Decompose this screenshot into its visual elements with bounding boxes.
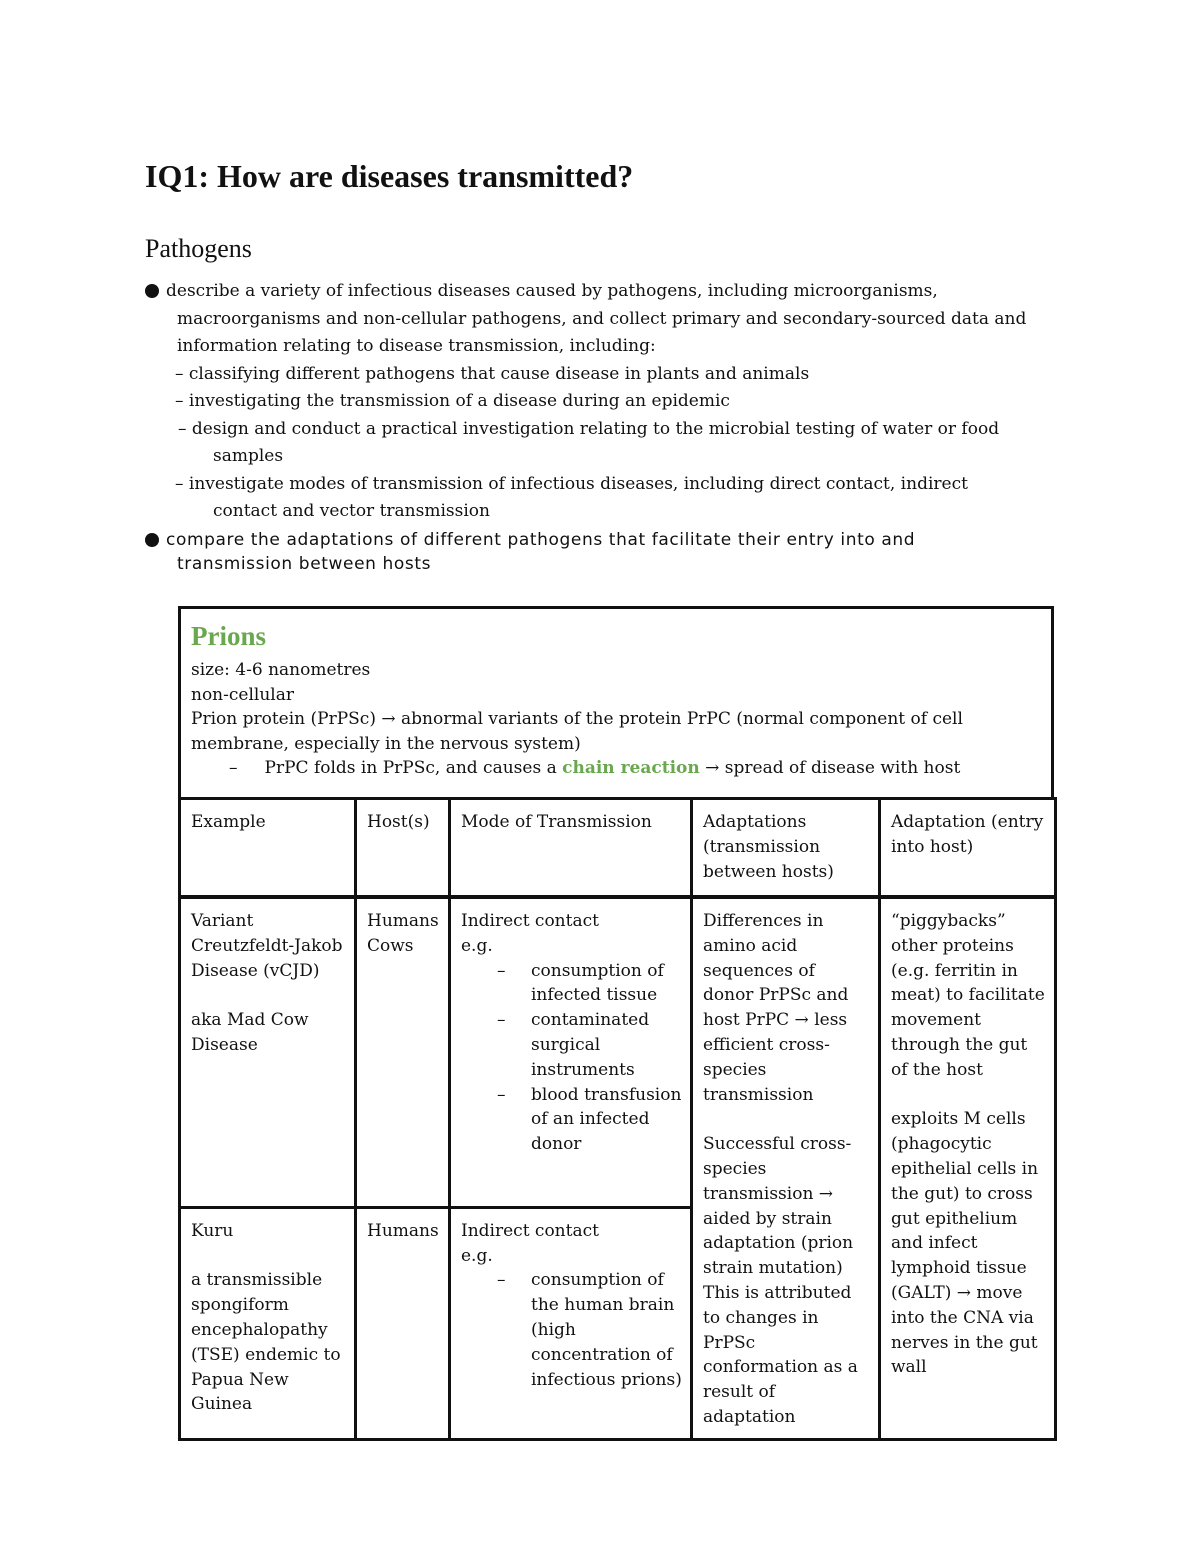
mode-list — [461, 1268, 682, 1392]
example-name: Variant Creutzfeldt-Jakob Disease (vCJD) — [191, 911, 343, 981]
header-adaptation-entry: Adaptation (entry into host) — [880, 799, 1056, 898]
bullet-icon — [145, 533, 159, 547]
outcome-line: transmission between hosts — [177, 553, 432, 574]
table-row — [180, 897, 1056, 1207]
outcome-subpoint: – classifying different pathogens that cause disease in plants and animals — [175, 363, 810, 384]
mode-title: Indirect contact — [461, 911, 599, 931]
syllabus-outcomes — [145, 278, 1045, 576]
outcome-line: macroorganisms and non-cellular pathogens, and collect primary and secondary-sourced data and — [177, 308, 1027, 329]
example-aka: aka Mad Cow Disease — [191, 1010, 309, 1055]
adaptation-para: “piggybacks” other proteins (e.g. ferritin in meat) to facilitate movement through the gut of the host — [891, 911, 1045, 1080]
dash-marker: – — [229, 758, 238, 778]
outcome-subpoint: – investigating the transmission of a disease during an epidemic — [175, 391, 730, 411]
mode-cell — [450, 1207, 692, 1439]
outcome-text: compare the adaptations of different pathogens that facilitate their entry into and — [166, 529, 916, 550]
adaptation-para: exploits M cells (phagocytic epithelial cells in the gut) to cross gut epithelium and infect lymphoid tissue (GALT) → move into the CNA via nerves in the gut wall — [891, 1109, 1039, 1378]
section-heading: Pathogens — [145, 234, 252, 263]
prion-diseases-table — [178, 797, 1057, 1441]
hosts-cell — [356, 1207, 450, 1439]
prions-summary-box — [178, 606, 1054, 800]
outcome-line — [145, 278, 1045, 306]
mode-eg: e.g. — [461, 1245, 493, 1266]
bullet-icon — [145, 284, 159, 298]
header-hosts: Host(s) — [356, 799, 450, 898]
prion-size: size: 4-6 nanometres — [191, 660, 371, 680]
example-name: Kuru — [191, 1220, 234, 1241]
outcome-line: information relating to disease transmission, including: — [177, 336, 656, 356]
outcome-line — [145, 528, 1045, 552]
mode-eg: e.g. — [461, 935, 493, 956]
host: Cows — [367, 935, 414, 956]
mode-title: Indirect contact — [461, 1220, 599, 1241]
example-cell — [180, 897, 356, 1207]
header-example: Example — [180, 799, 356, 898]
prion-protein-desc: Prion protein (PrPSc) → abnormal variants of the protein PrPC (normal component of cell — [191, 709, 963, 729]
outcome-text: describe a variety of infectious diseases caused by pathogens, including microorganisms, — [166, 281, 938, 301]
example-desc: a transmissible spongiform encephalopathy (TSE) endemic to Papua New Guinea — [191, 1270, 341, 1415]
list-item: – consumption of infected tissue — [461, 959, 682, 1009]
prion-protein-desc-cont: membrane, especially in the nervous system) — [191, 733, 581, 754]
outcome-subpoint-cont: samples — [213, 446, 284, 466]
list-item: – contaminated surgical instruments — [461, 1008, 682, 1082]
outcome-subpoint: – investigate modes of transmission of infectious diseases, including direct contact, indirect — [175, 473, 968, 494]
host: Humans — [367, 911, 439, 931]
header-adaptations-transmission: Adaptations (transmission between hosts) — [692, 799, 880, 898]
outcome-subpoint-cont: contact and vector transmission — [213, 501, 490, 521]
prion-subpoint-text: → spread of disease with host — [699, 758, 961, 778]
page-title: IQ1: How are diseases transmitted? — [145, 158, 634, 194]
list-item: – blood transfusion of an infected donor — [461, 1083, 682, 1157]
prions-heading: Prions — [191, 621, 267, 651]
list-item: – consumption of the human brain (high concentration of infectious prions) — [461, 1268, 682, 1392]
example-cell — [180, 1207, 356, 1439]
table-header-row — [180, 799, 1056, 898]
adaptation-para: Differences in amino acid sequences of donor PrPSc and host PrPC → less efficient cross-species transmission — [703, 911, 849, 1105]
adaptation-para: Successful cross-species transmission → aided by strain adaptation (prion strain mutation) This is attributed to changes in PrPSc conformation as a result of adaptation — [703, 1134, 858, 1427]
chain-reaction-highlight: chain reaction — [562, 758, 700, 778]
prion-type: non-cellular — [191, 684, 294, 705]
header-mode: Mode of Transmission — [450, 799, 692, 898]
adaptations-transmission-cell — [692, 897, 880, 1439]
adaptation-entry-cell — [880, 897, 1056, 1439]
prion-subpoint — [229, 756, 1041, 781]
mode-list — [461, 959, 682, 1157]
mode-cell — [450, 897, 692, 1207]
host: Humans — [367, 1220, 439, 1241]
prion-subpoint-text: PrPC folds in PrPSc, and causes a — [264, 758, 563, 778]
outcome-subpoint: – design and conduct a practical investigation relating to the microbial testing of water or food — [178, 418, 1000, 439]
hosts-cell — [356, 897, 450, 1207]
